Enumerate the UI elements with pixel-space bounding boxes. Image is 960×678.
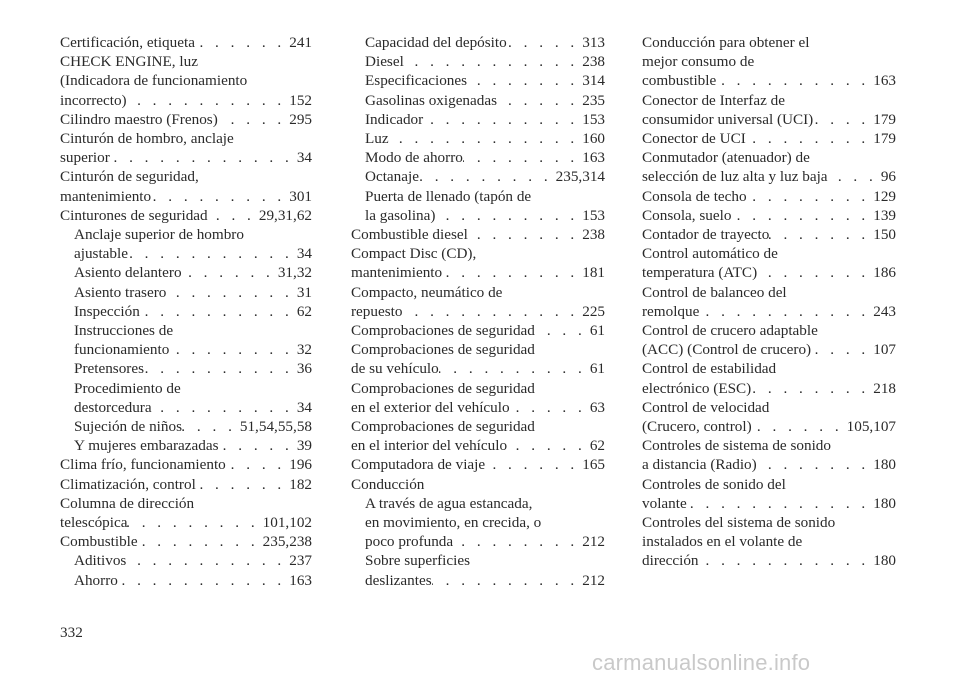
entry-text: mantenimiento	[351, 264, 443, 282]
entry-page: 186	[873, 264, 896, 282]
index-entry	[60, 91, 312, 110]
entry-text: Certificación, etiqueta	[60, 34, 195, 51]
index-entry	[351, 359, 605, 378]
index-entry-line: Control automático de	[642, 245, 778, 263]
index-entry	[351, 263, 605, 282]
dot-leader	[811, 340, 873, 359]
dot-leader	[757, 263, 873, 282]
dot-leader	[813, 110, 873, 129]
index-entry-line: Conector de Interfaz de	[642, 91, 785, 109]
entry-text: Pretensores	[74, 360, 145, 378]
entry-text: Combustible diesel	[351, 226, 468, 244]
index-entry	[642, 187, 896, 206]
dot-leader	[219, 436, 297, 455]
entry-text: en el interior del vehículo	[351, 437, 508, 455]
dot-leader	[182, 417, 240, 436]
dot-leader	[442, 263, 582, 282]
index-entry-line: Compact Disc (CD),	[351, 245, 477, 263]
entry-text: Octanaje	[365, 168, 419, 186]
entry-text: Consola, suelo	[642, 206, 732, 224]
index-entry	[351, 110, 605, 129]
index-entry	[642, 225, 896, 244]
page-number: 332	[60, 624, 83, 641]
entry-text: en el exterior del vehículo	[351, 398, 510, 416]
entry-page: 61	[589, 360, 605, 378]
index-entry	[60, 359, 312, 378]
dot-leader	[404, 52, 582, 71]
entry-text: Luz	[365, 130, 389, 148]
index-entry	[642, 340, 896, 359]
dot-leader	[699, 551, 874, 570]
index-entry	[642, 551, 896, 570]
index-entry	[351, 71, 605, 90]
entry-page: 163	[873, 72, 896, 90]
index-entry-line: A través de agua estancada,	[365, 494, 533, 512]
entry-text: temperatura (ATC)	[642, 264, 758, 282]
entry-text: remolque	[642, 302, 700, 320]
index-entry-line: Comprobaciones de seguridad	[351, 379, 535, 397]
entry-page: 180	[873, 552, 896, 570]
index-entry	[60, 417, 312, 436]
dot-leader	[118, 571, 289, 590]
index-entry	[351, 302, 605, 321]
index-entry-line: Procedimiento de	[74, 379, 181, 397]
entry-text: Aditivos	[74, 552, 127, 570]
entry-page: 180	[873, 456, 896, 474]
entry-text: (Crucero, control)	[642, 418, 752, 436]
entry-page: 152	[289, 91, 312, 109]
entry-page: 241	[289, 34, 312, 51]
dot-leader	[535, 321, 590, 340]
entry-page: 61	[589, 322, 605, 340]
entry-page: 235,238	[262, 533, 312, 551]
entry-page: 181	[582, 264, 605, 282]
entry-text: consumidor universal (UCI)	[642, 110, 814, 128]
index-entry-line: Control de balanceo del	[642, 283, 787, 301]
index-entry	[642, 455, 896, 474]
dot-leader	[757, 455, 874, 474]
index-entry	[60, 571, 312, 590]
index-entry-line: Instrucciones de	[74, 322, 174, 340]
dot-leader	[208, 206, 259, 225]
entry-text: Ahorro	[74, 571, 118, 589]
dot-leader	[497, 91, 582, 110]
entry-page: 101,102	[262, 514, 312, 532]
index-entry-line: Controles de sonido del	[642, 475, 786, 493]
index-entry	[60, 148, 312, 167]
entry-page: 237	[289, 552, 312, 570]
index-entry	[60, 187, 312, 206]
index-entry	[351, 206, 605, 225]
index-entry-line: Controles de sistema de sonido	[642, 437, 831, 455]
dot-leader	[507, 33, 583, 52]
index-entry	[60, 302, 312, 321]
entry-page: 163	[582, 149, 605, 167]
index-entry-line: Sobre superficies	[365, 552, 471, 570]
index-entry	[351, 91, 605, 110]
entry-text: electrónico (ESC)	[642, 379, 752, 397]
index-entry	[351, 321, 605, 340]
index-entry-line: Control de velocidad	[642, 398, 770, 416]
index-entry-line: Cinturón de seguridad,	[60, 168, 199, 186]
entry-text: Cilindro maestro (Frenos)	[60, 110, 218, 128]
index-entry-line: Puerta de llenado (tapón de	[365, 187, 532, 205]
index-entry	[642, 71, 896, 90]
index-entry-line: instalados en el volante de	[642, 533, 803, 551]
index-entry	[60, 513, 312, 532]
index-column-1	[60, 33, 312, 590]
entry-text: deslizantes	[365, 571, 432, 589]
dot-leader	[402, 302, 582, 321]
index-entry	[60, 551, 312, 570]
index-entry-line: Controles del sistema de sonido	[642, 514, 836, 532]
dot-leader	[182, 263, 278, 282]
entry-page: 150	[873, 226, 896, 244]
entry-page: 238	[582, 53, 605, 71]
dot-leader	[127, 91, 290, 110]
index-entry-line: Conducción	[351, 475, 425, 493]
index-entry	[642, 417, 896, 436]
dot-leader	[752, 417, 847, 436]
entry-page: 196	[289, 456, 312, 474]
entry-page: 62	[296, 302, 312, 320]
dot-leader	[435, 206, 582, 225]
dot-leader	[195, 33, 289, 52]
entry-text: destorcedura	[74, 398, 152, 416]
dot-leader	[138, 532, 263, 551]
index-entry	[60, 340, 312, 359]
entry-text: Asiento delantero	[74, 264, 182, 282]
index-entry	[351, 167, 605, 186]
dot-leader	[485, 455, 582, 474]
index-entry	[60, 532, 312, 551]
index-entry-line: Anclaje superior de hombro	[74, 226, 244, 244]
entry-page: 105,107	[846, 418, 896, 436]
dot-leader	[751, 379, 873, 398]
entry-text: selección de luz alta y luz baja	[642, 168, 828, 186]
index-entry	[60, 206, 312, 225]
entry-text: Y mujeres embarazadas	[74, 437, 219, 455]
dot-leader	[439, 359, 590, 378]
index-entry	[60, 475, 312, 494]
index-entry	[351, 436, 605, 455]
entry-text: mantenimiento	[60, 187, 152, 205]
index-entry-line: Conducción para obtener el	[642, 34, 810, 51]
entry-page: 218	[873, 379, 896, 397]
index-entry	[351, 33, 605, 52]
entry-text: a distancia (Radio)	[642, 456, 757, 474]
entry-text: Gasolinas oxigenadas	[365, 91, 498, 109]
entry-page: 243	[873, 302, 896, 320]
dot-leader	[699, 302, 873, 321]
entry-page: 180	[873, 494, 896, 512]
dot-leader	[169, 340, 296, 359]
entry-text: Consola de techo	[642, 187, 747, 205]
entry-text: Inspección	[74, 302, 140, 320]
entry-text: la gasolina)	[365, 206, 436, 224]
entry-text: volante	[642, 494, 687, 512]
index-entry	[60, 110, 312, 129]
entry-page: 179	[873, 110, 896, 128]
index-entry	[351, 532, 605, 551]
entry-page: 107	[873, 341, 896, 359]
entry-page: 153	[582, 206, 605, 224]
entry-page: 51,54,55,58	[239, 418, 312, 436]
index-entry	[351, 455, 605, 474]
entry-page: 235	[582, 91, 605, 109]
entry-page: 179	[873, 130, 896, 148]
index-entry	[60, 436, 312, 455]
entry-page: 129	[873, 187, 896, 205]
entry-page: 212	[582, 571, 605, 589]
entry-text: ajustable	[74, 245, 128, 263]
dot-leader	[128, 244, 297, 263]
index-entry	[642, 129, 896, 148]
entry-text: de su vehículo	[351, 360, 439, 378]
entry-text: Clima frío, funcionamiento	[60, 456, 226, 474]
dot-leader	[419, 167, 556, 186]
dot-leader	[731, 206, 873, 225]
entry-page: 36	[296, 360, 312, 378]
index-entry-line: Columna de dirección	[60, 494, 195, 512]
dot-leader	[423, 110, 582, 129]
dot-leader	[218, 110, 289, 129]
dot-leader	[151, 187, 289, 206]
index-entry-line: CHECK ENGINE, luz	[60, 53, 198, 71]
entry-page: 34	[296, 149, 312, 167]
entry-text: Cinturones de seguridad	[60, 206, 208, 224]
index-entry	[642, 494, 896, 513]
entry-page: 34	[296, 398, 312, 416]
entry-page: 182	[289, 475, 312, 493]
entry-page: 165	[582, 456, 605, 474]
entry-page: 29,31,62	[258, 206, 312, 224]
entry-text: poco profunda	[365, 533, 454, 551]
entry-text: Comprobaciones de seguridad	[351, 322, 535, 340]
index-entry	[60, 244, 312, 263]
entry-page: 32	[296, 341, 312, 359]
dot-leader	[196, 475, 289, 494]
entry-page: 163	[289, 571, 312, 589]
entry-page: 160	[582, 130, 605, 148]
entry-page: 34	[296, 245, 312, 263]
index-entry	[60, 455, 312, 474]
dot-leader	[747, 187, 874, 206]
dot-leader	[152, 398, 297, 417]
dot-leader	[746, 129, 873, 148]
index-entry	[351, 571, 605, 590]
entry-page: 212	[582, 533, 605, 551]
entry-text: Modo de ahorro	[365, 149, 463, 167]
entry-page: 313	[582, 34, 605, 51]
index-entry	[60, 283, 312, 302]
entry-page: 63	[589, 398, 605, 416]
dot-leader	[127, 513, 262, 532]
entry-text: repuesto	[351, 302, 403, 320]
entry-page: 31	[296, 283, 312, 301]
index-entry	[642, 263, 896, 282]
index-entry-line: Comprobaciones de seguridad	[351, 341, 535, 359]
entry-page: 301	[289, 187, 312, 205]
entry-text: Contador de trayecto	[642, 226, 770, 244]
index-entry-line: mejor consumo de	[642, 53, 755, 71]
dot-leader	[432, 571, 583, 590]
dot-leader	[507, 436, 590, 455]
dot-leader	[510, 398, 590, 417]
dot-leader	[389, 129, 583, 148]
dot-leader	[716, 71, 873, 90]
entry-page: 314	[582, 72, 605, 90]
watermark: carmanualsonline.info	[592, 650, 811, 675]
entry-page: 238	[582, 226, 605, 244]
dot-leader	[687, 494, 874, 513]
entry-page: 31,32	[277, 264, 312, 282]
entry-text: superior	[60, 149, 110, 167]
index-entry	[351, 129, 605, 148]
entry-text: Asiento trasero	[74, 283, 167, 301]
index-entry	[642, 302, 896, 321]
index-entry	[351, 148, 605, 167]
index-entry-line: Control de estabilidad	[642, 360, 777, 378]
dot-leader	[453, 532, 582, 551]
entry-page: 153	[582, 110, 605, 128]
index-entry-line: Compacto, neumático de	[351, 283, 503, 301]
index-column-3	[642, 33, 896, 571]
index-entry	[60, 33, 312, 52]
index-entry	[642, 167, 896, 186]
entry-text: Especificaciones	[365, 72, 468, 90]
entry-text: incorrecto)	[60, 91, 127, 109]
index-entry	[60, 263, 312, 282]
entry-text: Climatización, control	[60, 475, 196, 493]
index-entry-line: Comprobaciones de seguridad	[351, 418, 535, 436]
entry-text: telescópica	[60, 514, 128, 532]
index-column-2	[351, 33, 605, 590]
dot-leader	[226, 455, 289, 474]
entry-page: 62	[589, 437, 605, 455]
index-entry-line: Control de crucero adaptable	[642, 322, 818, 340]
dot-leader	[468, 225, 582, 244]
entry-page: 139	[873, 206, 896, 224]
dot-leader	[140, 302, 297, 321]
entry-page: 96	[880, 168, 896, 186]
entry-text: Capacidad del depósito	[365, 34, 507, 51]
entry-text: Diesel	[365, 53, 404, 71]
index-entry-line: Cinturón de hombro, anclaje	[60, 130, 234, 148]
dot-leader	[467, 71, 582, 90]
index-entry-line: en movimiento, en crecida, o	[365, 514, 542, 532]
entry-text: Conector de UCI	[642, 130, 746, 148]
index-entry	[351, 225, 605, 244]
dot-leader	[769, 225, 873, 244]
entry-text: funcionamiento	[74, 341, 170, 359]
dot-leader	[828, 167, 881, 186]
entry-text: Combustible	[60, 533, 138, 551]
entry-page: 235,314	[555, 168, 605, 186]
index-entry-line: (Indicadora de funcionamiento	[60, 72, 248, 90]
index-entry	[60, 398, 312, 417]
entry-page: 39	[296, 437, 312, 455]
index-entry	[642, 379, 896, 398]
index-entry	[351, 398, 605, 417]
index-entry	[642, 110, 896, 129]
entry-text: Sujeción de niños	[74, 418, 182, 436]
dot-leader	[110, 148, 297, 167]
entry-text: dirección	[642, 552, 699, 570]
index-entry	[351, 52, 605, 71]
entry-page: 225	[582, 302, 605, 320]
entry-text: combustible	[642, 72, 717, 90]
entry-text: (ACC) (Control de crucero)	[642, 341, 812, 359]
entry-text: Computadora de viaje	[351, 456, 486, 474]
index-entry	[642, 206, 896, 225]
dot-leader	[463, 148, 582, 167]
index-entry-line: Conmutador (atenuador) de	[642, 149, 810, 167]
entry-page: 295	[289, 110, 312, 128]
dot-leader	[126, 551, 289, 570]
entry-text: Indicador	[365, 110, 424, 128]
dot-leader	[144, 359, 297, 378]
dot-leader	[166, 283, 296, 302]
